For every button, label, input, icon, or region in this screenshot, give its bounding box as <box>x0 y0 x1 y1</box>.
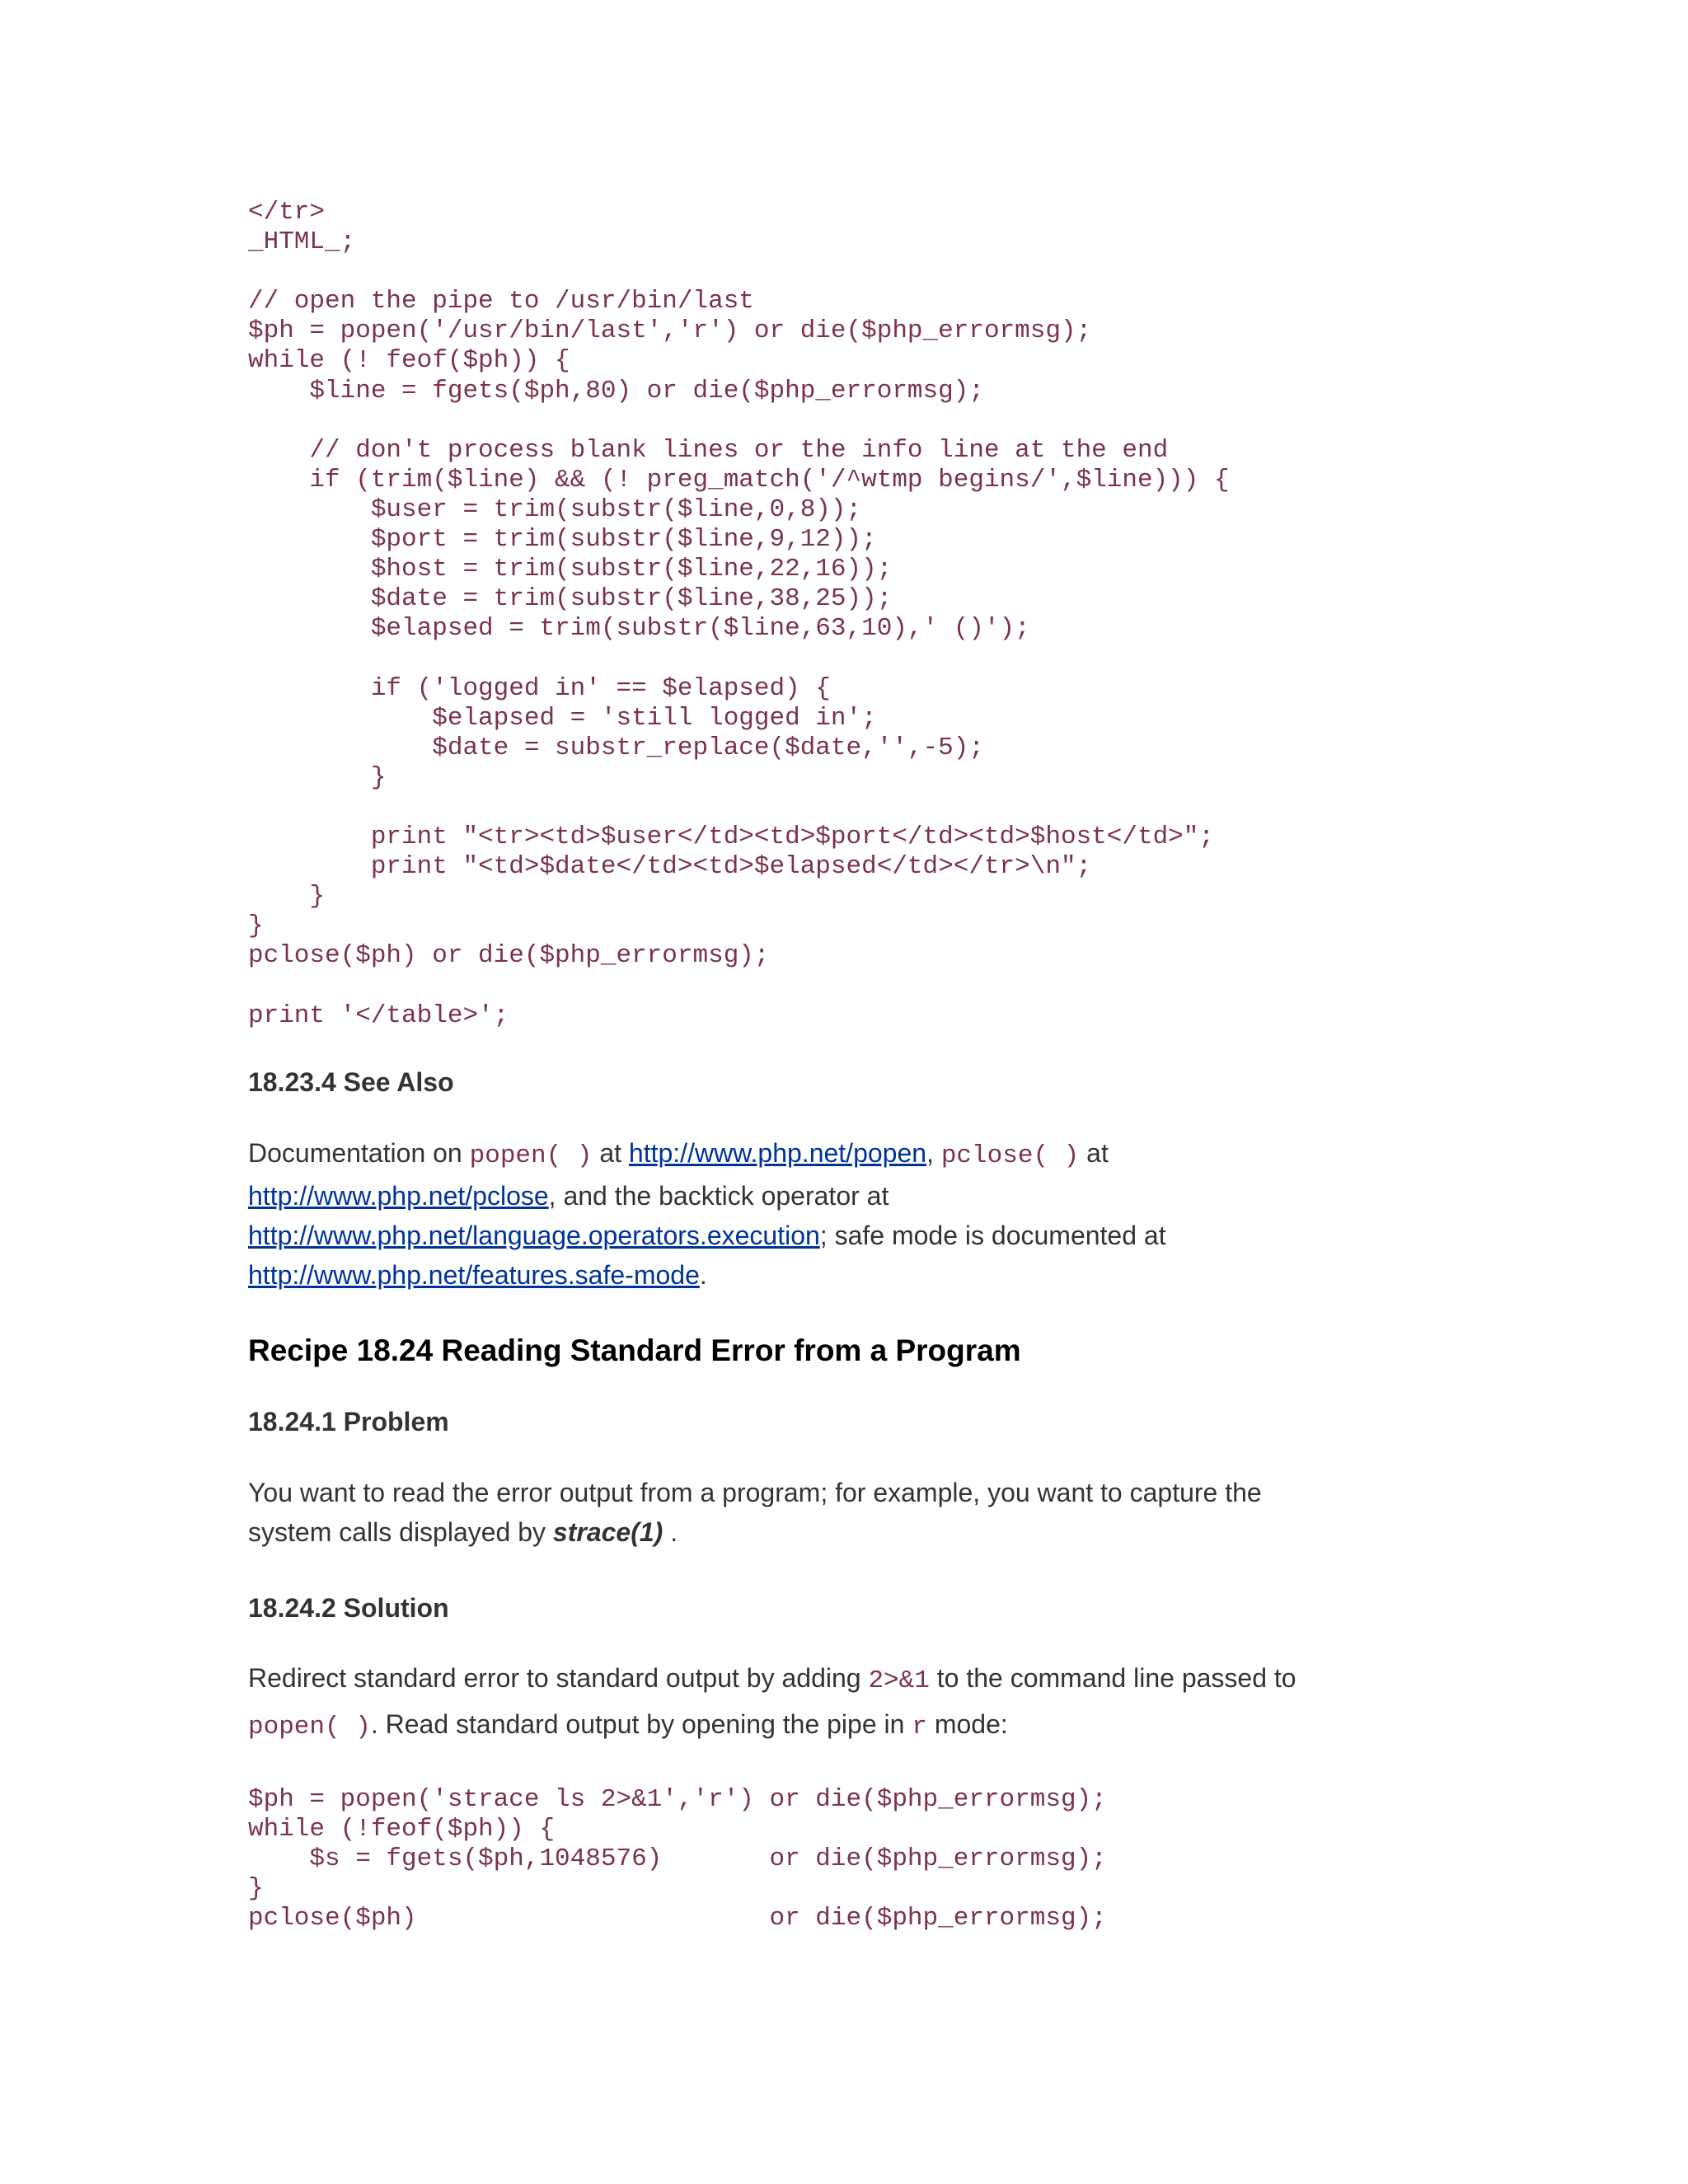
see-also-text: . <box>699 1260 707 1290</box>
problem-paragraph <box>248 1473 1443 1552</box>
solution-heading: 18.24.2 Solution <box>248 1593 449 1623</box>
popen-doc-link[interactable]: http://www.php.net/popen <box>628 1138 927 1168</box>
mode-code: r <box>912 1713 927 1741</box>
see-also-paragraph <box>248 1133 1443 1295</box>
redirect-code: 2>&1 <box>868 1666 930 1695</box>
problem-text: . <box>663 1517 678 1547</box>
solution-text: mode: <box>926 1709 1008 1739</box>
popen-code: popen( ) <box>248 1713 371 1741</box>
see-also-heading: 18.23.4 See Also <box>248 1067 454 1097</box>
solution-text: . Read standard output by opening the pipe in <box>370 1709 912 1739</box>
see-also-text: at <box>592 1138 629 1168</box>
strace-emphasis: strace(1) <box>552 1517 663 1547</box>
problem-text: system calls displayed by <box>248 1517 553 1547</box>
solution-paragraph <box>248 1657 1443 1749</box>
safe-mode-doc-link[interactable]: http://www.php.net/features.safe-mode <box>248 1260 700 1290</box>
code-block-strace: $ph = popen('strace ls 2>&1','r') or die($php_errormsg); while (!feof($ph)) { $s = fgets($ph,1048576) or die($php_errormsg); } pclose($ph) or die($php_errormsg); <box>248 1785 1107 1933</box>
see-also-text: ; safe mode is documented at <box>819 1221 1166 1250</box>
see-also-text: Documentation on <box>248 1138 470 1168</box>
popen-code: popen( ) <box>469 1141 593 1170</box>
solution-text: Redirect standard error to standard output by adding <box>248 1663 869 1693</box>
recipe-title: Recipe 18.24 Reading Standard Error from a Program <box>248 1333 1021 1367</box>
pclose-code: pclose( ) <box>940 1141 1080 1170</box>
see-also-text: , and the backtick operator at <box>548 1181 889 1211</box>
code-block-last-command: </tr> _HTML_; // open the pipe to /usr/bin/last $ph = popen('/usr/bin/last','r') or die($php_errormsg); while (! feof($ph)) { $line = fgets($ph,80) or die($php_errormsg); // don't process blank lines or the info line at the end if (trim($line) && (! preg_match('/^wtmp begins/',$line))) { $user = trim(substr($line,0,8)); $port = trim(substr($line,9,12)); $host = trim(substr($line,22,16)); $date = trim(substr($line,38,25)); $elapsed = trim(substr($line,63,10),' ()'); if ('logged in' == $elapsed) { $elapsed = 'still logged in'; $date = substr_replace($date,'',-5); } print "<tr><td>$user</td><td>$port</td><td>$host</td>"; print "<td>$date</td><td>$elapsed</td></tr>\n"; } } pclose($ph) or die($php_errormsg); print '</table>'; <box>248 198 1230 1030</box>
problem-heading: 18.24.1 Problem <box>248 1407 449 1436</box>
see-also-text: at <box>1079 1138 1109 1168</box>
backtick-operator-doc-link[interactable]: http://www.php.net/language.operators.execution <box>248 1221 820 1250</box>
problem-text: You want to read the error output from a program; for example, you want to capture the <box>248 1478 1262 1507</box>
solution-text: to the command line passed to <box>929 1663 1296 1693</box>
pclose-doc-link[interactable]: http://www.php.net/pclose <box>248 1181 549 1211</box>
see-also-text: , <box>926 1138 941 1168</box>
